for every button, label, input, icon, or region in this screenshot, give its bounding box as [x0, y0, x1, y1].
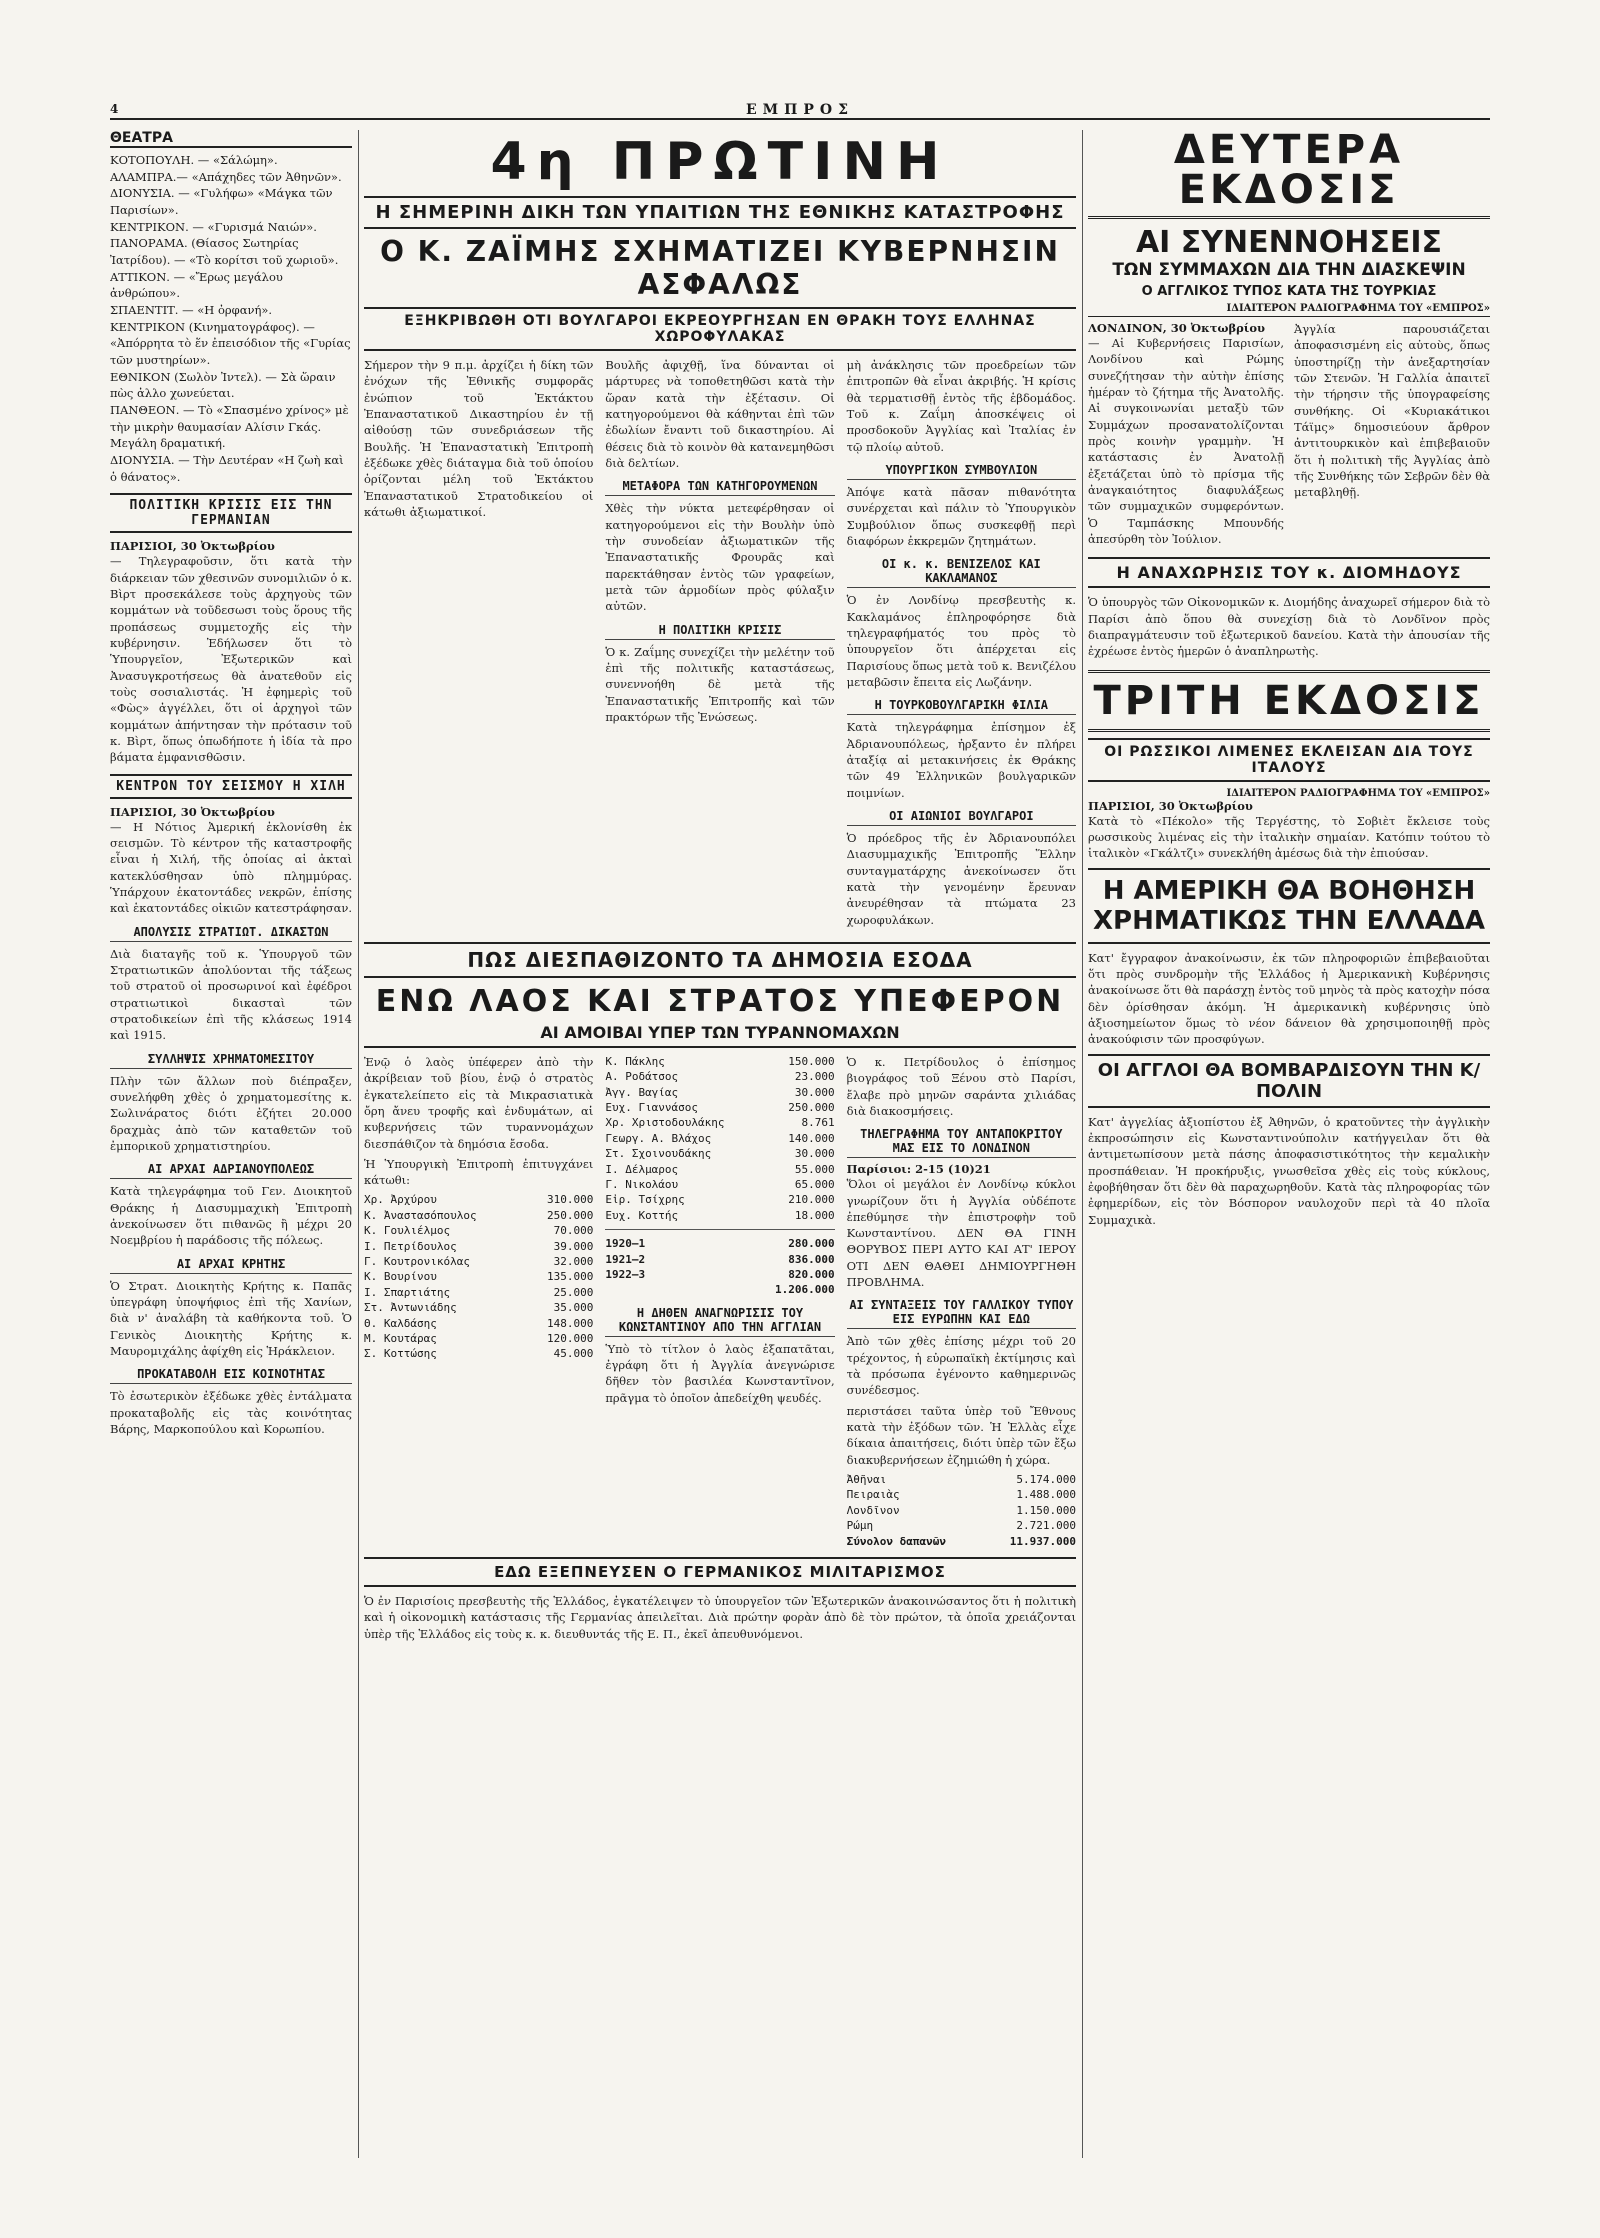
section-heading: ΥΠΟΥΡΓΙΚΟΝ ΣΥΜΒΟΥΛΙΟΝ	[847, 463, 1076, 480]
masthead	[110, 102, 1490, 120]
article-text: Χθὲς τὴν νύκτα μετεφέρθησαν οἱ κατηγορούμενοι εἰς τὴν Βουλὴν ὑπὸ τὴν συνοδείαν ἀξιωματικῶν τῆς Ἐπαναστατικῆς Φρουρᾶς καὶ παρεκτάθησαν ἐντὸς τῶν γραφείων, μετὰ τῶν ἀρμοδίων πρὸς φύλαξιν αὐτῶν.	[605, 501, 835, 614]
article-text: Κατὰ τὸ «Πέκολο» τῆς Τεργέστης, τὸ Σοβιὲτ ἔκλεισε τοὺς ρωσσικοὺς λιμένας εἰς τὴν ἰταλικὴν σημαίαν. Κατόπιν τούτου τὸ ἰταλικὸν «Γκάλτζι» συνεκλήθη ἀμέσως διὰ τὴν ἐπιούσαν.	[1088, 813, 1490, 861]
list-item: ΚΕΝΤΡΙΚΟΝ. — «Γυρισμά Ναιών».	[110, 219, 317, 234]
list-item: Πειραιὰς 1.488.000	[846, 1488, 1076, 1502]
byline: ΙΔΙΑΙΤΕΡΟΝ ΡΑΔΙΟΓΡΑΦΗΜΑ ΤΟΥ «ΕΜΠΡΟΣ»	[1226, 787, 1490, 799]
dateline: ΛΟΝΔΙΝΟΝ, 30 Ὀκτωβρίου	[1088, 321, 1265, 335]
list-item: Ι. Σπαρτιάτης 25.000	[364, 1285, 594, 1299]
list-item: Κ. Βουρίνου 135.000	[364, 1270, 594, 1284]
section-heading: Η ΑΝΑΧΩΡΗΣΙΣ ΤΟΥ κ. ΔΙΟΜΗΔΟΥΣ	[1088, 557, 1490, 588]
years-list	[605, 1236, 834, 1298]
section-heading: Η ΔΗΘΕΝ ΑΝΑΓΝΩΡΙΣΙΣ ΤΟΥ ΚΩΝΣΤΑΝΤΙΝΟΥ ΑΠΟ ΤΗΝ ΑΓΓΛΙΑΝ	[605, 1306, 834, 1337]
section-heading: ΠΡΟΚΑΤΑΒΟΛΗ ΕΙΣ ΚΟΙΝΟΤΗΤΑΣ	[110, 1367, 352, 1384]
list-item: Θ. Καλδάσης 148.000	[364, 1316, 594, 1330]
list-item: ΚΕΝΤΡΙΚΟΝ (Κινηματογράφος). — «Ἀπόρρητα τὸ ἕν ἐπεισόδιον τῆς «Γυρίας τῶν μυστηρίων».	[110, 319, 351, 368]
theatre-list	[110, 152, 352, 485]
lower-banner: ΠΩΣ ΔΙΕΣΠΑΘΙΖΟΝΤΟ ΤΑ ΔΗΜΟΣΙΑ ΕΣΟΔΑ	[364, 942, 1076, 978]
dateline: Παρίσιοι: 2-15 (10)21	[846, 1162, 991, 1177]
article-text: Ὁ κ. Πετρίδουλος ὁ ἐπίσημος βιογράφος τοῦ Ξένου στὸ Παρίσι, ἔλαβε πρὸ μηνῶν σαράντα χιλιάδας διὰ διακοσμήσεις.	[846, 1054, 1076, 1118]
article-text: Κατὰ τηλεγράφημα ἐπίσημον ἐξ Ἀδριανουπόλεως, ἠρξαντο ἐν πλήρει ἀταξίᾳ αἱ μετακινήσεις ἐκ Θράκης τῶν 49 Ἐλληνικῶν βουλγαρικῶν ποιμνίων.	[846, 720, 1076, 800]
article-columns	[1088, 321, 1490, 551]
article-text: — Τηλεγραφοῦσιν, ὅτι κατὰ τὴν διάρκειαν τῶν χθεσινῶν συνομιλιῶν ὁ κ. Βὶρτ προσεκάλεσε τοὺς ἀρχηγοὺς τῶν κομμάτων νὰ τοῦδεσωσι τοὺς ὅρους τῆς προπάσεως συμμετοχῆς εἰς τὴν κυβέρνησιν. Ἐδήλωσεν ὅτι τὸ Ὑπουργεῖον, Ἐξωτερικῶν καὶ Ἀνασυγκροτήσεως θὰ ἀνατεθοῦν εἰς τοὺς σοσιαλιστάς. Ἡ ἐφημερὶς τοῦ «Φὼς» ἀγγέλλει, ὅτι οἱ ἀρχηγοὶ τῶν κομμάτων ἀπήντησαν τὴν πρότασιν τοῦ κ. Βὶρτ, ὅπως ὁπωδήποτε ἡ ἰδία τὰ προ βάματα ἐμφανισθῶσιν.	[110, 554, 352, 765]
list-item: Ἀγγ. Βαγίας 30.000	[605, 1085, 835, 1099]
list-item: Κ. Πάκλης 150.000	[605, 1054, 835, 1068]
list-item: Κ. Ἀναστασόπουλος 250.000	[364, 1208, 594, 1222]
article-text: Ἀπὸ τῶν χθὲς ἐπίσης μέχρι τοῦ 20 τρέχοντος, ἡ εὐρωπαϊκὴ ἐκτίμησις καὶ τὰ πρόσωπα ἐγένοντο καθημερινῶς συνέδεσμος.	[846, 1334, 1076, 1398]
article-text: Ὁ ἐν Λονδίνῳ πρεσβευτὴς κ. Κακλαμάνος ἐπληροφόρησε διὰ τηλεγραφήματός του πρὸς τὸ ὑπουργεῖον ὅτι ἀπέρχεται εἰς Παρισίους ὅπως μετὰ τοῦ κ. Βενιζέλου μεταβῶσιν ἔπειτα εἰς Λωζάνην.	[846, 593, 1076, 689]
list-item: Γεωργ. Α. Βλάχος 140.000	[605, 1131, 835, 1145]
article-text: Πλὴν τῶν ἄλλων ποὺ διέπραξεν, συνελήφθη χθὲς ὁ χρηματομεσίτης κ. Σωλινάρατος διότι ἐζήτει 20.000 δραχμὰς ἀπὸ τῶν καταθετῶν τοῦ ἐμπορικοῦ χρηματιστηρίου.	[110, 1073, 352, 1153]
article-text: — Αἱ Κυβερνήσεις Παρισίων, Λονδίνου καὶ Ρώμης συνεζήτησαν τὴν αὐτὴν ἐπίσης ἡμέραν τὸ ζήτημα τῆς Ἀνατολῆς. Αἱ συγκοινωνίαι μεταξὺ τῶν Συμμάχων προσανατολίζονται πρὸς κοινὴν γραμμὴν. Ἡ κατάστασις ἐν Ἀνατολῇ ἐξετάζεται ὑπὸ τὸ πρίσμα τῆς ἀναγκαιότητος διαφυλάξεως τῶν συμμαχικῶν συμφερόντων. Ὁ Ταμπάσκης Μπουνδής ἀπεσύρθη τὸν Ἰούλιον.	[1088, 336, 1284, 546]
section-heading: ΟΙ ΑΙΩΝΙΟΙ ΒΟΥΛΓΑΡΟΙ	[847, 809, 1076, 826]
list-item: ΔΙΟΝΥΣΙΑ. — «Γυλήφω» «Μάγκα τῶν Παρισίων».	[110, 186, 333, 218]
column-rule	[358, 130, 359, 2158]
column-rule	[1082, 130, 1083, 2158]
list-item: Κ. Γουλιέλμος 70.000	[364, 1224, 594, 1238]
dateline: ΠΑΡΙΣΙΟΙ, 30 Ὀκτωβρίου	[1088, 798, 1253, 813]
article-text: μὴ ἀνάκλησις τῶν προεδρείων τῶν ἐπιτροπῶν θὰ εἶναι ἀκριβής. Ἡ κρίσις θὰ τερματισθῇ ἐντὸς τῆς ἑβδομάδος. Τοῦ κ. Ζαΐμη ἀποσκέψεις οἱ προσδοκοῦν Ἀγγλίας καὶ Ἰταλίας ἐν τῷ πλοίῳ αὐτοῦ.	[846, 358, 1076, 454]
list-item: 1920—1 280.000	[605, 1237, 835, 1251]
figures-title: Ἡ Ὑπουργικὴ Ἐπιτροπὴ ἐπιτυγχάνει κάτωθι:	[364, 1156, 594, 1188]
section-heading: ΚΕΝΤΡΟΝ ΤΟΥ ΣΕΙΣΜΟΥ Η ΧΙΛΗ	[110, 774, 352, 799]
list-item: ΕΘΝΙΚΟΝ (Σωλὸν Ἰντελ). — Σὰ ὥραιν πὼς ἀλλο χωνεύεται.	[110, 369, 336, 401]
list-item: ΠΑΝΟΡΑΜΑ. (Θίασος Σωτηρίας Ἰατρίδου). — «Τὸ κορίτσι τοῦ χωριοῦ».	[110, 236, 339, 268]
list-item: 1.206.000	[775, 1283, 835, 1297]
left-column	[110, 130, 352, 2158]
main-subtitle: ΕΞΗΚΡΙΒΩΘΗ ΟΤΙ ΒΟΥΛΓΑΡΟΙ ΕΚΡΕΟΥΡΓΗΣΑΝ ΕΝ ΘΡΑΚΗ ΤΟΥΣ ΕΛΛΗΝΑΣ ΧΩΡΟΦΥΛΑΚΑΣ	[364, 307, 1076, 351]
edition-header	[364, 130, 1076, 190]
list-item: Εἰρ. Τσίχρης 210.000	[605, 1193, 835, 1207]
article-text: Ἀγγλία παρουσιάζεται ἀποφασισμένη εἰς αὐτοὺς, ὅπως ὑποστηρίζῃ τὴν ἀνεξαρτησίαν τῶν Στενῶν. Ἡ Γαλλία ἀπαιτεῖ τὴν τήρησιν τῆς ὑπογραφείσης συνθήκης. Οἱ «Κυριακάτικοι Τάϊμς» δημοσιεύουν ἄρθρον ἀντιτουρκικὸν καὶ ἐπιβεβαιοῦν ὅτι ἡ πολιτικὴ τῆς Ἀγγλίας ἀπὸ τῆς Συνθήκης τῶν Σεβρῶν δὲν θὰ μεταβληθῇ.	[1294, 322, 1490, 500]
article-subtitle: ΤΩΝ ΣΥΜΜΑΧΩΝ ΔΙΑ ΤΗΝ ΔΙΑΣΚΕΨΙΝ	[1112, 260, 1466, 280]
list-item: Γ. Νικολάου 65.000	[605, 1177, 835, 1191]
section-heading: ΜΕΤΑΦΟΡΑ ΤΩΝ ΚΑΤΗΓΟΡΟΥΜΕΝΩΝ	[605, 479, 834, 496]
article-text: περιστάσει ταῦτα ὑπὲρ τοῦ Ἔθνους κατὰ τὴν ἐξόδων τῶν. Ἡ Ἑλλὰς εἶχε δίκαια ἀπαιτήσεις, διότι ὑπὲρ τῶν ἔξω διακυβερνήσεων ἐζημιώθη ἡ χώρα.	[846, 1403, 1076, 1467]
section-heading: ΑΠΟΛΥΣΙΣ ΣΤΡΑΤΙΩΤ. ΔΙΚΑΣΤΩΝ	[110, 925, 352, 942]
figures-list	[364, 1192, 593, 1361]
article-text: Ὁ Στρατ. Διοικητὴς Κρήτης κ. Παπᾶς ὑπεγράφη ὑποψήφιος ἐπὶ τῆς Χανίων, διὰ ν' ἀναλάβη τὰ καθήκοντα τοῦ. Ὁ Γενικὸς Διοικητὴς Κρήτης κ. Μαυρομιχάλης ἀφίχθη εἰς Ἡράκλειον.	[110, 1278, 352, 1358]
right-column	[1088, 130, 1490, 2158]
list-item: ΠΑΝΘΕΟΝ. — Τὸ «Σπασμένο χρίνος» μὲ τὴν μικρὴν θαυμασίαν Αλίσιν Γκάς. Μεγάλη δραματική.	[110, 403, 349, 451]
article-text: Ὅλοι οἱ μεγάλοι ἐν Λονδίνῳ κύκλοι γνωρίζουν ὅτι ἡ Ἀγγλία οὐδέποτε ἐπεθύμησε τὴν ἐπιστροφὴν τοῦ Κωνσταντίνου. ΔΕΝ ΘΑ ΓΙΝΗ ΘΟΡΥΒΟΣ ΠΕΡΙ ΑΥΤΟ ΚΑΙ ΑΤ' ΙΕΡΟΥ ΟΤΙ ΔΕΝ ΘΑΘΕΙ ΔΗΜΙΟΥΡΓΗΘΗ ΠΡΟΒΛΗΜΑ.	[846, 1177, 1076, 1290]
list-item: Ι. Πετρίδουλος 39.000	[364, 1239, 594, 1253]
figures-list	[605, 1054, 834, 1223]
edition-label: 4η ΠΡΩΤΙΝΗ	[490, 132, 950, 192]
article-text: — Η Νότιος Ἀμερική ἐκλονίσθη ἐκ σεισμῶν. Τὸ κέντρον τῆς καταστροφῆς εἶναι ἡ Χιλή, τῆς ὁποίας αἱ ἀκταὶ κατεκλύσθησαν ὑπὸ πλημμύρας. Ὑπάρχουν ἑκατοντάδες νεκρῶν, ἐπίσης καὶ ἑκατοντάδες οἰκιῶν κατεστράφησαν.	[110, 819, 352, 916]
list-item: ΔΙΟΝΥΣΙΑ. — Τὴν Δευτέραν «Η ζωὴ καὶ ὁ θάνατος».	[110, 453, 344, 484]
section-heading: ΠΟΛΙΤΙΚΗ ΚΡΙΣΙΣ ΕΙΣ ΤΗΝ ΓΕΡΜΑΝΙΑΝ	[110, 493, 352, 533]
section-heading: ΟΙ κ. κ. ΒΕΝΙΖΕΛΟΣ ΚΑΙ ΚΑΚΛΑΜΑΝΟΣ	[847, 557, 1076, 588]
section-heading: ΟΙ ΡΩΣΣΙΚΟΙ ΛΙΜΕΝΕΣ ΕΚΛΕΙΣΑΝ ΔΙΑ ΤΟΥΣ ΙΤΑΛΟΥΣ	[1088, 738, 1490, 782]
list-item: Σύνολον δαπανῶν 11.937.000	[846, 1534, 1076, 1548]
list-item: Ι. Δέλμαρος 55.000	[605, 1162, 835, 1176]
list-item: Ευχ. Κοττής 18.000	[605, 1208, 835, 1222]
section-heading: ΑΙ ΣΥΝΤΑΞΕΙΣ ΤΟΥ ΓΑΛΛΙΚΟΥ ΤΥΠΟΥ ΕΙΣ ΕΥΡΩΠΗΝ ΚΑΙ ΕΔΩ	[847, 1298, 1076, 1329]
article-text: Σήμερον τὴν 9 π.μ. ἀρχίζει ἡ δίκη τῶν ἐνόχων τῆς Ἐθνικῆς συμφορᾶς ἐνώπιον τοῦ Ἐκτάκτου Ἐπαναστατικοῦ Δικαστηρίου ἐν τῇ αἰθούσῃ τῶν συνεδριάσεων τῆς Βουλῆς. Ἡ Ἐπαναστατικὴ Ἐπιτροπὴ ἐξέδωκε χθὲς διάταγμα διὰ τοῦ ὁποίου ὁρίζονται μέλη τοῦ Ἐκτάκτου Ἐπαναστατικοῦ Στρατοδικείου οἱ κάτωθι ἀξιωματικοί.	[364, 358, 594, 519]
article-text: Κατὰ τηλεγράφημα τοῦ Γεν. Διοικητοῦ Θράκης ἡ Διασυμμαχικὴ Ἐπιτροπὴ ἀνεκοίνωσεν ὅτι πιθανῶς ἢ μέχρι 20 Νοεμβρίου ἡ παράδοσις τῆς πόλεως.	[110, 1184, 352, 1248]
byline: ΙΔΙΑΙΤΕΡΟΝ ΡΑΔΙΟΓΡΑΦΗΜΑ ΤΟΥ «ΕΜΠΡΟΣ»	[1088, 303, 1490, 317]
dateline: ΠΑΡΙΣΙΟΙ, 30 Ὀκτωβρίου	[110, 804, 275, 819]
list-item: Στ. Ἀντωνιάδης 35.000	[364, 1301, 594, 1315]
list-item: 1921—2 836.000	[605, 1252, 835, 1266]
lower-title: ΕΝΩ ΛΑΟΣ ΚΑΙ ΣΤΡΑΤΟΣ ΥΠΕΦΕΡΟΝ	[375, 983, 1065, 1019]
sums-list	[847, 1472, 1076, 1549]
article-text: Ἀπόψε κατὰ πᾶσαν πιθανότητα συνέρχεται καὶ πάλιν τὸ Ὑπουργικὸν Συμβούλιον ὅπως συσκεφθῇ περὶ διαφόρων ἐκκρεμῶν ζητημάτων.	[846, 484, 1076, 548]
section-heading: ΤΗΛΕΓΡΑΦΗΜΑ ΤΟΥ ΑΝΤΑΠΟΚΡΙΤΟΥ ΜΑΣ ΕΙΣ ΤΟ ΛΟΝΔΙΝΟΝ	[847, 1127, 1076, 1158]
article-text: Διὰ διαταγῆς τοῦ κ. Ὑπουργοῦ τῶν Στρατιωτικῶν ἀπολύονται τῆς τάξεως τοῦ στρατοῦ οἱ προσωρινοί καὶ ἐφέδροι στρατιωτικοὶ δικασταὶ τῶν στρατοδικείων ἐπὶ τῆς κλάσεως 1914 καὶ 1915.	[110, 946, 352, 1043]
list-item: ΣΠΑΕΝΤΙΤ. — «Η ὀρφανή».	[110, 303, 273, 318]
list-item: Λονδῖνον 1.150.000	[846, 1503, 1076, 1517]
article-text: Ὁ ἐν Παρισίοις πρεσβευτὴς τῆς Ἑλλάδος, ἐγκατέλειψεν τὸ ὑπουργεῖον τῶν Ἐξωτερικῶν ἀνακοινώσαντος ὅτι ἡ πολιτικὴ καὶ ἡ οἰκονομικὴ κατάστασις τῆς Γερμανίας ἀπειλεῖται. Διὰ πρώτην φορὰν ἀπὸ δὲ τὸν πρώτον, τὰ ὁποῖα χρειάζονται ὑπὲρ τῆς Ἑλλάδος εἰς τοὺς κ. κ. διευθυντάς τῆς Ε. Π., ἐκεῖ ἀπευθυνόμενοι.	[364, 1594, 1076, 1641]
dateline: ΠΑΡΙΣΙΟΙ, 30 Ὀκτωβρίου	[110, 539, 275, 554]
page-number: 4	[110, 102, 119, 116]
article-subtitle: Ο ΑΓΓΛΙΚΟΣ ΤΥΠΟΣ ΚΑΤΑ ΤΗΣ ΤΟΥΡΚΙΑΣ	[1141, 284, 1437, 299]
list-item: ΚΟΤΟΠΟΥΛΗ. — «Σάλώμη».	[110, 153, 278, 167]
section-heading: Η ΤΟΥΡΚΟΒΟΥΛΓΑΡΙΚΗ ΦΙΛΙΑ	[847, 698, 1076, 715]
article-text: Ὁ κ. Ζαΐμης συνεχίζει τὴν μελέτην τοῦ ἐπὶ τῆς πολιτικῆς καταστάσεως, συνεννοήθη δὲ μετὰ τῆς Ἐπαναστατικῆς Ἐπιτροπῆς καὶ τῶν πρακτόρων τῆς Ἐνώσεως.	[605, 644, 835, 724]
article-text: Βουλῆς ἀφιχθῇ, ἵνα δύνανται οἱ μάρτυρες νὰ τοποθετηθῶσι κατὰ τὴν ὥραν κατὰ τὴν ἐξέτασιν. Οἱ κατηγορούμενοι θὰ κάθηνται ἐπὶ τῶν ἐδωλίων ἔναντι τοῦ δικαστηρίου. Αἱ θέσεις διὰ τὸ κοινὸν θὰ κατανεμηθῶσι διὰ δελτίων.	[605, 358, 835, 470]
list-item: Ἀθῆναι 5.174.000	[846, 1473, 1076, 1487]
section-heading: ΑΙ ΑΡΧΑΙ ΚΡΗΤΗΣ	[110, 1257, 352, 1274]
list-item: 1922—3 820.000	[605, 1267, 835, 1281]
list-item: Χρ. Χριστοδουλάκης 8.761	[605, 1116, 835, 1130]
list-item: Ευχ. Γιαννάσος 250.000	[605, 1101, 835, 1115]
article-columns	[364, 1054, 1076, 1549]
article-text: Ὑπὸ τὸ τίτλον ὁ λαὸς ἐξαπατᾶται, ἐγράφη ὅτι ἡ Ἀγγλία ἀνεγνώρισε δῆθεν τὸν βασιλέα Κωνσταντῖνον, πρᾶγμα τὸ ὁποῖον ἀπεδείχθη ψευδές.	[605, 1341, 835, 1405]
article-text: Κατ' ἀγγελίας ἀξιοπίστου ἐξ Ἀθηνῶν, ὁ κρατοῦντες τὴν ἀγγλικὴν ἐκπροσώπησιν εἰς Κωνσταντινούπολιν κατήγγειλαν ὅτι θὰ ἀντιμετωπίσουν μετὰ πάσης ἀποφασιστικότητος τὴν κεμαλικὴν προσπάθειαν. Ἡ προκήρυξις, γνωσθεῖσα χθὲς εἰς τοὺς κύκλους, ἐφοβήθησαν ὅτι δὲν θὰ παραχωρηθοῦν. Κατὰ τὰς πληροφορίας τῶν ἐφημερίδων, εἰς τὸν Βόσπορον ναυλοχοῦν περὶ τὰ 40 πλοῖα Συμμαχικὰ.	[1088, 1114, 1490, 1227]
list-item: Χρ. Ἀρχύρου 310.000	[364, 1193, 594, 1207]
article-text: Ἐνῷ ὁ λαὸς ὑπέφερεν ἀπὸ τὴν ἀκρίβειαν τοῦ βίου, ἐνῷ ὁ στρατὸς ἐγκατελείπετο εἰς τὰ Μικρασιατικὰ ὄρη ἄνευ τροφῆς καὶ ἐνδυμάτων, αἱ κυβερνήσεις τῶν τυραννομάχων διεσπάθιζον τὰ δημόσια ἔσοδα.	[364, 1054, 594, 1151]
masthead-title: ΕΜΠΡΟΣ	[745, 102, 854, 118]
list-item: ΑΤΤΙΚΟΝ. — «Ἔρως μεγάλου ἀνθρώπου».	[110, 269, 283, 301]
section-heading: ΕΔΩ ΕΞΕΠΝΕΥΣΕΝ Ο ΓΕΡΜΑΝΙΚΟΣ ΜΙΛΙΤΑΡΙΣΜΟΣ	[364, 1557, 1076, 1587]
lower-subtitle: ΑΙ ΑΜΟΙΒΑΙ ΥΠΕΡ ΤΩΝ ΤΥΡΑΝΝΟΜΑΧΩΝ	[364, 1023, 1076, 1048]
article-columns	[364, 357, 1076, 932]
article-text: Ὁ πρόεδρος τῆς ἐν Ἀδριανουπόλει Διασυμμαχικῆς Ἐπιτροπῆς Ἕλλην συνταγματάρχης ἀνεκοίνωσεν ὅτι κατὰ τὴν γενομένην ἔρευναν ἀνευρέθησαν τὰ πτώματα 23 χωροφυλάκων.	[846, 830, 1076, 927]
list-item: Στ. Σχοινουδάκης 30.000	[605, 1147, 835, 1161]
section-heading: ΑΙ ΑΡΧΑΙ ΑΔΡΙΑΝΟΥΠΟΛΕΩΣ	[110, 1162, 352, 1179]
list-item: ΑΛΑΜΠΡΑ.— «Απάχηδες τῶν Ἀθηνῶν».	[110, 169, 342, 184]
article-title: ΟΙ ΑΓΓΛΟΙ ΘΑ ΒΟΜΒΑΡΔΙΣΟΥΝ ΤΗΝ Κ/ΠΟΛΙΝ	[1088, 1054, 1490, 1108]
article-text: Κατ' ἔγγραφον ἀνακοίνωσιν, ἐκ τῶν πληροφοριῶν ἐπιβεβαιοῦται ὅτι πρὸς συνδρομὴν τῆς Ἑλλάδος ἡ Ἀμερικανικὴ Κυβέρνησις ἀνακοίνωσε ὅτι θὰ παράσχῃ ἐντὸς τοῦ μηνὸς τὰ πρὸς κατοχὴν πόσα δὲν ὁρίσθησαν ἀκόμη. Ἡ ἀμερικανικὴ κυβέρνησις ὑπὸ ἀξιοσημείωτον ὅμως τὸ νέον δάνειον θὰ χρησιμοποιηθῇ πρὸς ἀνακούφισιν τῶν προσφύγων.	[1088, 950, 1490, 1047]
article-text: Ὁ ὑπουργὸς τῶν Οἰκονομικῶν κ. Διομήδης ἀναχωρεῖ σήμερον διὰ τὸ Παρίσι ἀπὸ ὅπου θὰ συνεχίσῃ διὰ τὸ Λονδῖνον πρὸς διαπραγμάτευσιν τοῦ ἐξωτερικοῦ δανείου. Κατὰ τὴν ἀπουσίαν τῆς ἐχρέωσε ἐντὸς ἡμερῶν ὁ ἀναπληρωτὴς.	[1088, 595, 1490, 659]
list-item: Α. Ροδάτσος 23.000	[605, 1070, 835, 1084]
second-edition-title: ΔΕΥΤΕΡΑ ΕΚΔΟΣΙΣ	[1088, 130, 1490, 219]
article-text: Τὸ ἐσωτερικὸν ἐξέδωκε χθὲς ἐντάλματα προκαταβολῆς εἰς τὰς κοινότητας Βάρης, Μαρκοπούλου καὶ Κορωπίου.	[110, 1389, 352, 1436]
list-item: Ρώμη 2.721.000	[846, 1519, 1076, 1533]
third-edition-title: ΤΡΙΤΗ ΕΚΔΟΣΙΣ	[1088, 670, 1490, 732]
list-item: Μ. Κουτάρας 120.000	[364, 1332, 594, 1345]
article-title: Η ΑΜΕΡΙΚΗ ΘΑ ΒΟΗΘΗΣΗ ΧΡΗΜΑΤΙΚΩΣ ΤΗΝ ΕΛΛΑΔΑ	[1088, 868, 1490, 944]
list-item: Σ. Κοττώσης 45.000	[364, 1347, 594, 1361]
list-item: Γ. Κουτρονικόλας 32.000	[364, 1255, 594, 1269]
main-banner: Η ΣΗΜΕΡΙΝΗ ΔΙΚΗ ΤΩΝ ΥΠΑΙΤΙΩΝ ΤΗΣ ΕΘΝΙΚΗΣ ΚΑΤΑΣΤΡΟΦΗΣ	[364, 196, 1076, 229]
section-heading: ΣΥΛΛΗΨΙΣ ΧΡΗΜΑΤΟΜΕΣΙΤΟΥ	[110, 1052, 352, 1069]
main-title: Ο Κ. ΖΑΪΜΗΣ ΣΧΗΜΑΤΙΖΕΙ ΚΥΒΕΡΝΗΣΙΝ ΑΣΦΑΛΩΣ	[380, 235, 1060, 301]
article-title: ΑΙ ΣΥΝΕΝΝΟΗΣΕΙΣ	[1135, 225, 1443, 260]
theatre-title: ΘΕΑΤΡΑ	[110, 130, 352, 148]
section-heading: Η ΠΟΛΙΤΙΚΗ ΚΡΙΣΙΣ	[605, 623, 834, 640]
center-column	[364, 130, 1076, 2158]
